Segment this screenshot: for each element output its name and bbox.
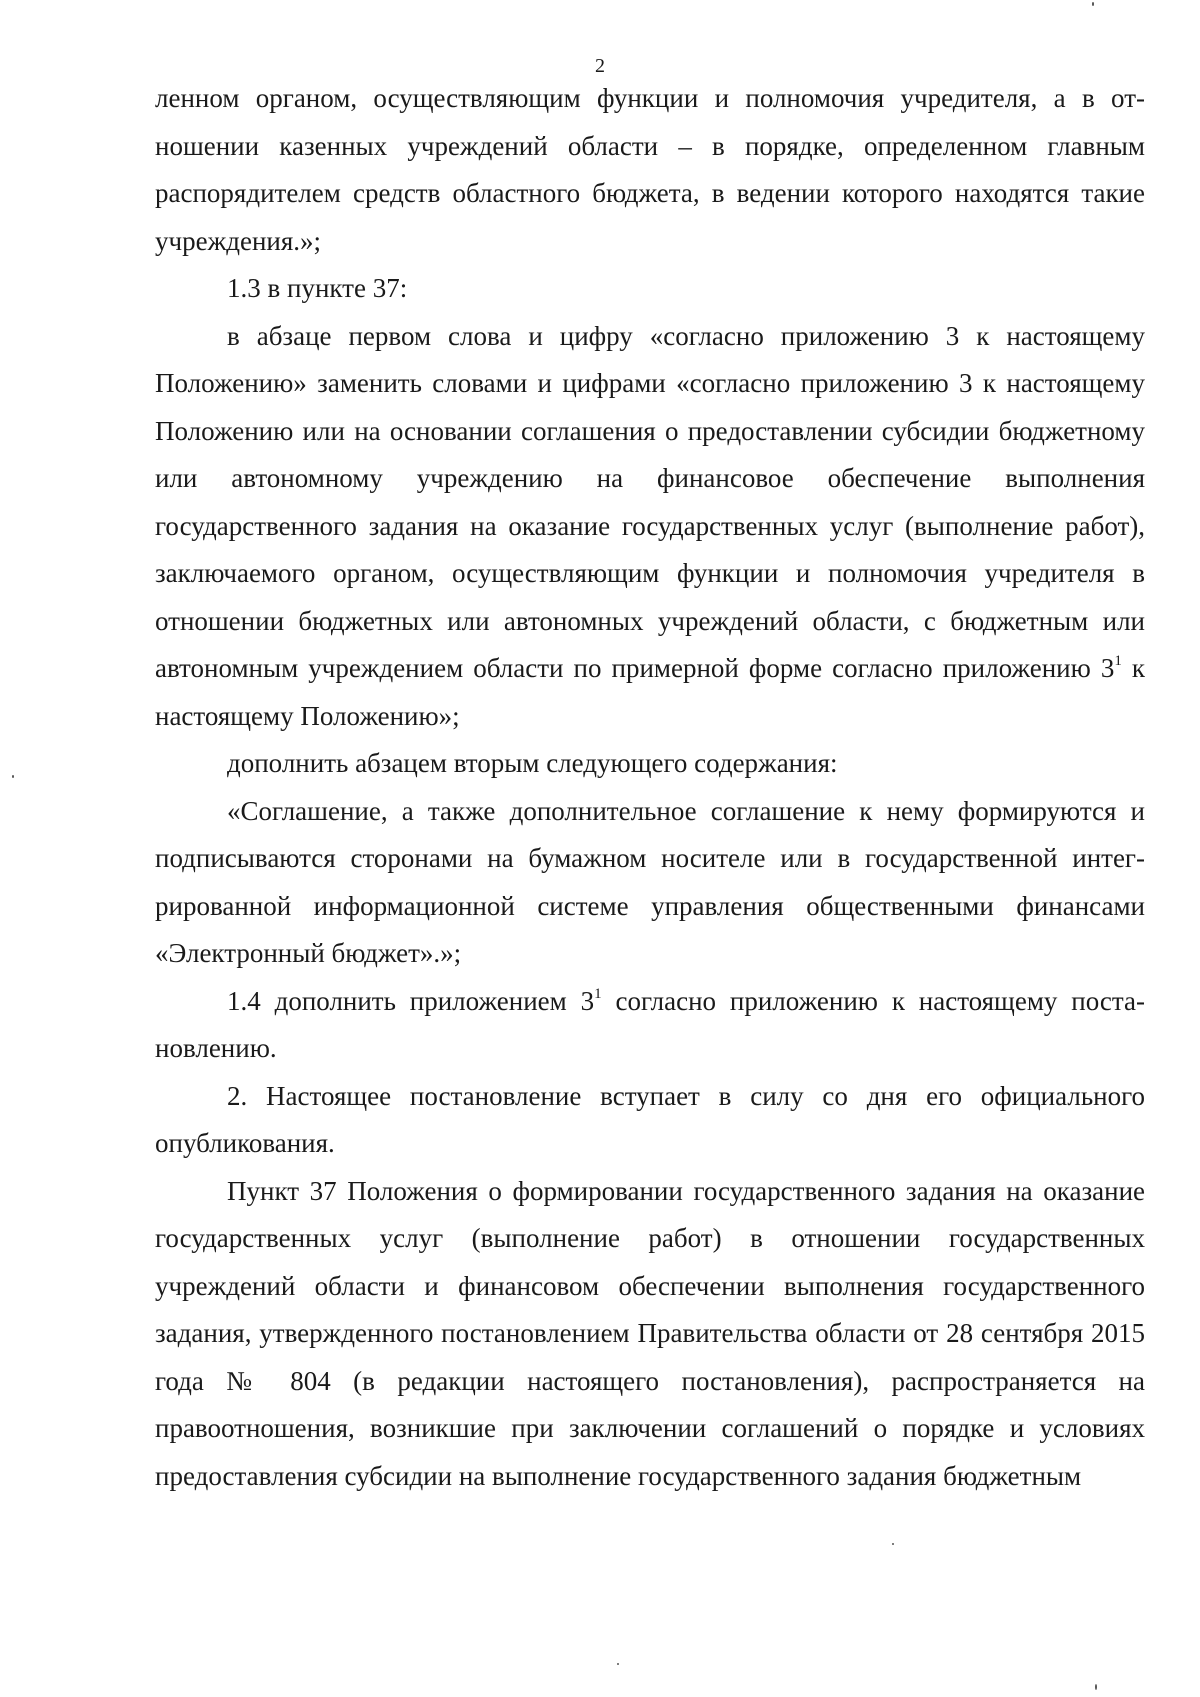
scan-speck [892,1543,894,1545]
paragraph-text: согласно приложению к настоящему постановлению. [155,985,1145,1063]
paragraph-applicability: Пункт 37 Положения о формировании государственного задания на оказание государственных услуг (выполнение работ) в отношении государственных учреждений области и финансовом обеспечении выполнения государственного задания, утвержденного постановлением Правительства области от 28 сентября 2015 года № 804 (в редакции настоящего постановления), распространяется на правоотношения, возникшие при заключении соглашений о порядке и условиях предоставления субсидии на выполнение государственного задания бюджетным [155,1175,1145,1491]
paragraph-continuation: ленном органом, осуществляющим функции и полномочия учредителя, а в отношении казенных учреждений области – в порядке, определенном главным распорядителем средств областного бюджета, в ведении которого находятся такие учреждения.»; [155,83,1145,256]
scan-speck [12,775,14,778]
paragraph-amendment-first-abzac [155,313,1145,741]
paragraph-item-2: 2. Настоящее постановление вступает в силу со дня его официального опубликования. [155,1080,1145,1158]
paragraph-agreement-quote: «Соглашение, а также дополнительное соглашение к нему формируются и подписываются сторонами на бумажном носителе или в государственной интегрированной информационной системе управления общественными финансами «Электронный бюджет».»; [155,795,1145,968]
superscript-index: 1 [1114,653,1122,669]
scan-speck [1095,1684,1097,1690]
paragraph-add-second-abzac: дополнить абзацем вторым следующего содержания: [227,748,838,778]
paragraph-item-1-3: 1.3 в пункте 37: [227,273,408,303]
scan-speck [1092,2,1094,6]
paragraph-item-1-4 [155,978,1145,1073]
page-number: 2 [595,55,605,77]
paragraph-text: 1.4 дополнить приложением 3 [227,985,595,1016]
superscript-index: 1 [594,985,602,1002]
scan-speck [617,1663,619,1665]
paragraph-text: в абзаце первом слова и цифру «согласно приложению 3 к настоящему Положению» заменить словами и цифрами «согласно приложению 3 к настоящему Положению или на основании соглашения о предоставлении субсидии бюджетному или автономному учреждению на финансовое обеспечение выполнения государственного задания на оказание государственных услуг (выполнение работ), заключаемого органом, осуществляющим функции и полномочия учредителя в отношении бюджетных или автономных учреждений области, с бюджетным или автономным учреждением области по примерной форме согласно приложению 3 [155,320,1145,683]
paragraph-text: к настоящему Положению»; [155,653,1145,731]
document-body [155,75,1145,1500]
